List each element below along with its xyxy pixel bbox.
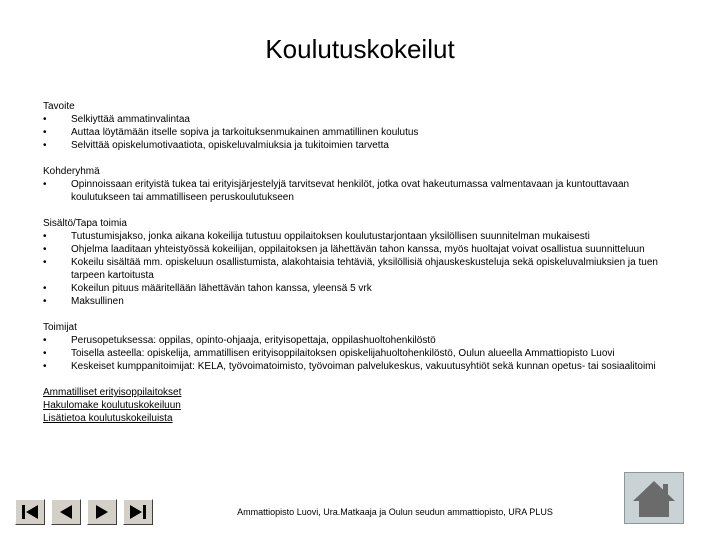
list-item: • Toisella asteella: opiskelija, ammatillisen erityisoppilaitoksen opiskelijahuoltohenkilöstö, Oulun alueella Ammattiopisto Luovi [43,347,683,360]
link-erityisoppilaitokset[interactable]: Ammatilliset erityisoppilaitokset [43,387,182,398]
bullet-list [43,334,683,373]
list-item: • Opinnoissaan erityistä tukea tai erityisjärjestelyjä tarvitsevat henkilöt, jotka ovat hakeutumassa valmentavaan ja kuntouttavaan koulutukseen tai ammatilliseen peruskoulutukseen [43,178,683,204]
bullet-list [43,178,683,204]
link-list [43,386,683,425]
list-item: • Auttaa löytämään itselle sopiva ja tarkoituksenmukainen ammatillinen koulutus [43,126,683,139]
list-item: • Selvittää opiskelumotivaatiota, opiskeluvalmiuksia ja tukitoimien tarvetta [43,139,683,152]
page-title: Koulutuskokeilut [265,34,455,64]
list-item: • Tutustumisjakso, jonka aikana kokeilija tutustuu oppilaitoksen koulutustarjontaan yksilöllisen suunnitelman mukaisesti [43,230,683,243]
list-item: • Selkiyttää ammatinvalintaa [43,113,683,126]
list-item: • Maksullinen [43,295,683,308]
home-icon [625,473,683,523]
list-item: • Kokeilu sisältää mm. opiskeluun osallistumista, alakohtaisia tehtäviä, yksilöllisiä ohjauskeskusteluja sekä opiskeluvalmiuksien ja tuen tarpeen kartoitusta [43,256,683,282]
last-slide-button[interactable] [123,499,153,525]
next-slide-icon [91,502,113,522]
slide-navigation [15,499,153,525]
bullet-list [43,113,683,152]
list-item: • Keskeiset kumppanitoimijat: KELA, työvoimatoimisto, työvoiman palvelukeskus, vakuutusyhtiöt sekä kunnan opetus- tai sosiaalitoimi [43,360,683,373]
previous-slide-button[interactable] [51,499,81,525]
section-heading: Kohderyhmä [43,166,100,177]
list-item: • Ohjelma laaditaan yhteistyössä kokeilijan, oppilaitoksen ja lähettävän tahon kanssa, myös huoltajat voivat osallistua suunnitteluun [43,243,683,256]
section-sisalto [43,217,683,308]
footer-text: Ammattiopisto Luovi, Ura.Matkaaja ja Oulun seudun ammattiopisto, URA PLUS [237,507,553,517]
list-item: • Kokeilun pituus määritellään lähettävän tahon kanssa, yleensä 5 vrk [43,282,683,295]
first-slide-icon [19,502,41,522]
next-slide-button[interactable] [87,499,117,525]
section-tavoite [43,100,683,152]
section-heading: Toimijat [43,322,77,333]
section-toimijat [43,321,683,373]
section-kohderyhma [43,165,683,204]
link-lisatietoa[interactable]: Lisätietoa koulutuskokeiluista [43,413,173,424]
bullet-list [43,230,683,308]
first-slide-button[interactable] [15,499,45,525]
home-button[interactable] [624,472,684,524]
previous-slide-icon [55,502,77,522]
list-item: • Perusopetuksessa: oppilas, opinto-ohjaaja, erityisopettaja, oppilashuoltohenkilöstö [43,334,683,347]
link-hakulomake[interactable]: Hakulomake koulutuskokeiluun [43,400,181,411]
section-heading: Tavoite [43,101,75,112]
slide-content [43,100,683,425]
section-heading: Sisältö/Tapa toimia [43,218,127,229]
last-slide-icon [127,502,149,522]
